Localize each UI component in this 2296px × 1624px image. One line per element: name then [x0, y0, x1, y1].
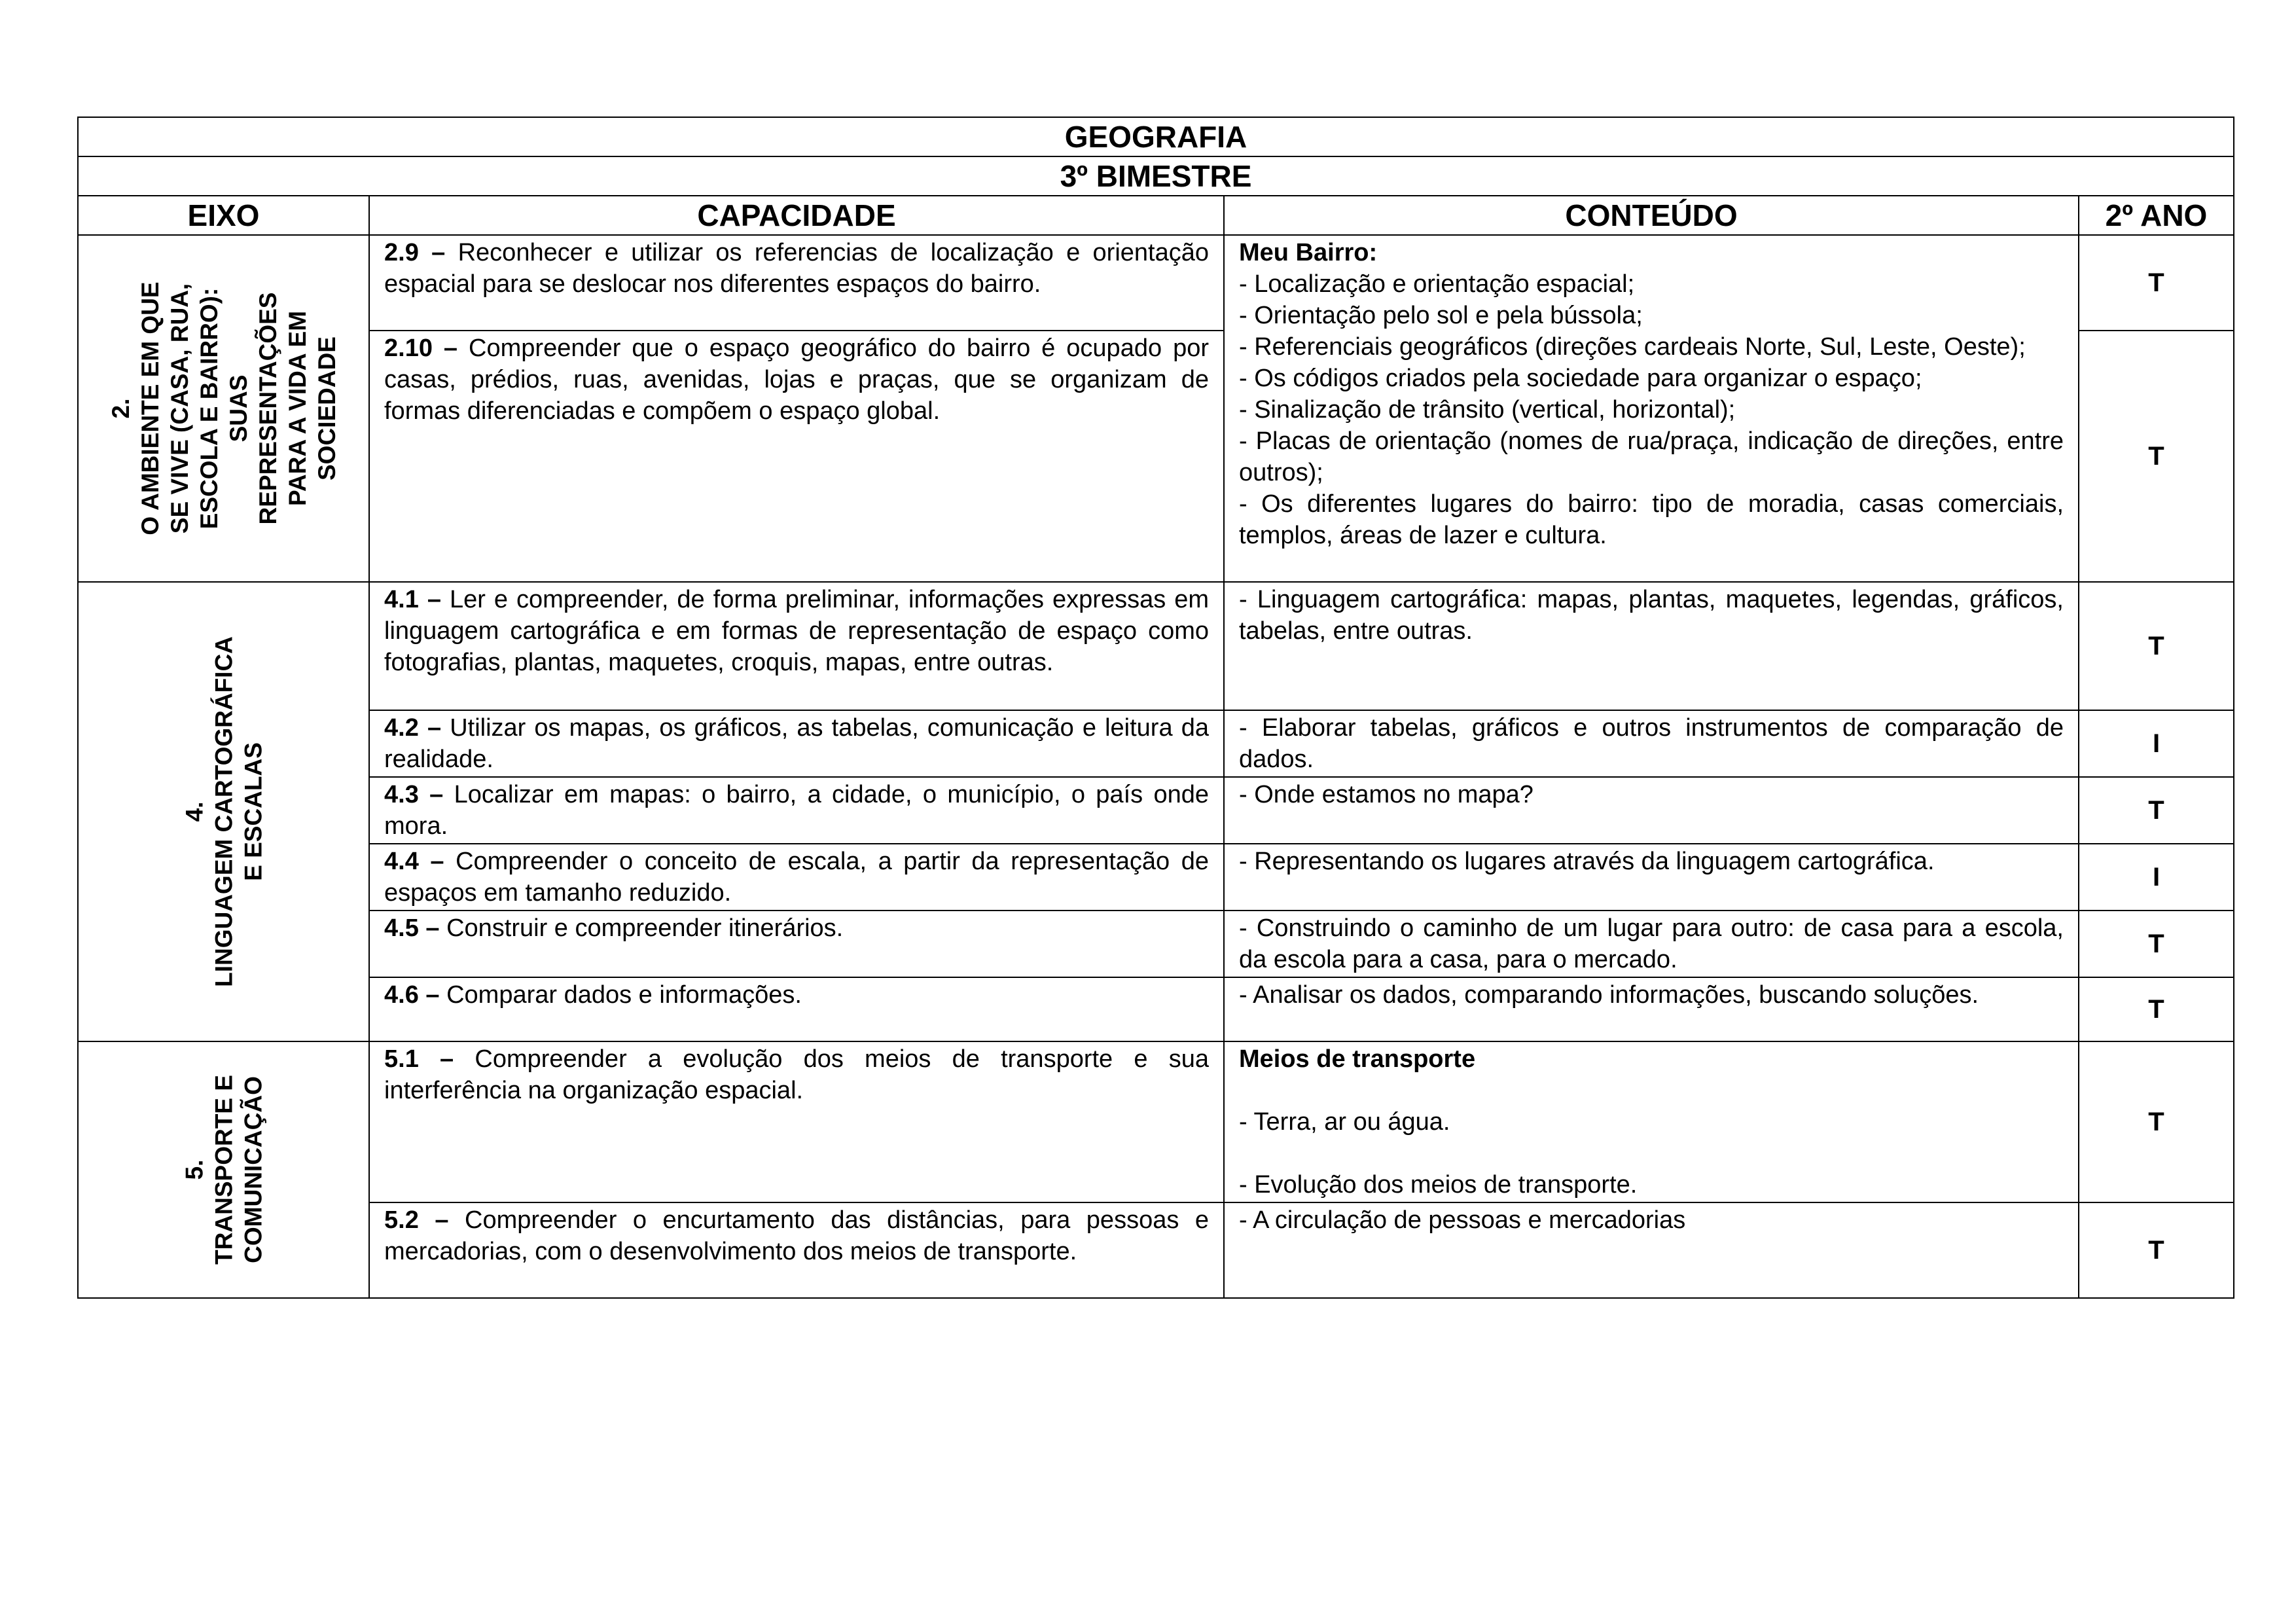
- conteudo-4-1: - Linguagem cartográfica: mapas, plantas, maquetes, legendas, gráficos, tabelas, entre outras.: [1224, 582, 2079, 710]
- table-row: [78, 844, 2234, 911]
- conteudo-meu-bairro: Meu Bairro: - Localização e orientação espacial; - Orientação pelo sol e pela bússola; - Referenciais geográficos (direções cardeais Norte, Sul, Leste, Oeste); - Os códigos criados pela sociedade para organizar o espaço; - Sinalização de trânsito (vertical, horizontal); - Placas de orientação (nomes de rua/praça, indicação de direções, entre outros); - Os diferentes lugares do bairro: tipo de moradia, casas comerciais, templos, áreas de lazer e cultura.: [1224, 235, 2079, 582]
- conteudo-4-3: - Onde estamos no mapa?: [1224, 777, 2079, 844]
- capacidade-4-4: 4.4 – Compreender o conceito de escala, a partir da representação de espaços em tamanho reduzido.: [369, 844, 1224, 911]
- ano-4-1: T: [2079, 582, 2234, 710]
- conteudo-4-2: - Elaborar tabelas, gráficos e outros instrumentos de comparação de dados.: [1224, 710, 2079, 777]
- capacidade-4-5: 4.5 – Construir e compreender itinerários.: [369, 911, 1224, 977]
- capacidade-5-1: 5.1 – Compreender a evolução dos meios de transporte e sua interferência na organização espacial.: [369, 1041, 1224, 1202]
- ano-4-3: T: [2079, 777, 2234, 844]
- eixo-label-5: 5. TRANSPORTE E COMUNICAÇÃO: [181, 1075, 266, 1265]
- table-row: [78, 710, 2234, 777]
- capacidade-4-3: 4.3 – Localizar em mapas: o bairro, a cidade, o município, o país onde mora.: [369, 777, 1224, 844]
- ano-4-2: I: [2079, 710, 2234, 777]
- eixo-cell-4: [78, 582, 369, 1041]
- conteudo-4-5: - Construindo o caminho de um lugar para outro: de casa para a escola, da escola para a casa, para o mercado.: [1224, 911, 2079, 977]
- table-row: [78, 1202, 2234, 1298]
- ano-5-2: T: [2079, 1202, 2234, 1298]
- table-row: [78, 777, 2234, 844]
- table-row: [78, 1041, 2234, 1202]
- eixo-cell-2: [78, 235, 369, 582]
- table-subtitle: 3º BIMESTRE: [78, 156, 2234, 196]
- table-title: GEOGRAFIA: [78, 117, 2234, 156]
- header-capacidade: CAPACIDADE: [369, 196, 1224, 235]
- capacidade-4-1: 4.1 – Ler e compreender, de forma preliminar, informações expressas em linguagem cartográfica e em formas de representação de espaço como fotografias, plantas, maquetes, croquis, mapas, entre outras.: [369, 582, 1224, 710]
- conteudo-4-6: - Analisar os dados, comparando informações, buscando soluções.: [1224, 977, 2079, 1041]
- ano-4-4: I: [2079, 844, 2234, 911]
- conteudo-5-1: Meios de transporte - Terra, ar ou água. - Evolução dos meios de transporte.: [1224, 1041, 2079, 1202]
- eixo-label-4: 4. LINGUAGEM CARTOGRÁFICA E ESCALAS: [181, 636, 266, 987]
- ano-2-9: T: [2079, 235, 2234, 331]
- capacidade-4-6: 4.6 – Comparar dados e informações.: [369, 977, 1224, 1041]
- header-eixo: EIXO: [78, 196, 369, 235]
- ano-2-10: T: [2079, 331, 2234, 582]
- capacidade-2-9: 2.9 – Reconhecer e utilizar os referencias de localização e orientação espacial para se deslocar nos diferentes espaços do bairro.: [369, 235, 1224, 331]
- table-row: [78, 911, 2234, 977]
- header-ano: 2º ANO: [2079, 196, 2234, 235]
- table-row: [78, 977, 2234, 1041]
- conteudo-4-4: - Representando os lugares através da linguagem cartográfica.: [1224, 844, 2079, 911]
- conteudo-5-2: - A circulação de pessoas e mercadorias: [1224, 1202, 2079, 1298]
- eixo-label-2: 2. O AMBIENTE EM QUE SE VIVE (CASA, RUA, ESCOLA E BAIRRO): SUAS REPRESENTAÇÕES PARA A VIDA EM SOCIEDADE: [107, 281, 340, 535]
- table-row: [78, 235, 2234, 331]
- ano-4-6: T: [2079, 977, 2234, 1041]
- curriculum-table: [77, 117, 2234, 1299]
- table-row: [78, 582, 2234, 710]
- header-conteudo: CONTEÚDO: [1224, 196, 2079, 235]
- ano-5-1: T: [2079, 1041, 2234, 1202]
- capacidade-4-2: 4.2 – Utilizar os mapas, os gráficos, as tabelas, comunicação e leitura da realidade.: [369, 710, 1224, 777]
- capacidade-5-2: 5.2 – Compreender o encurtamento das distâncias, para pessoas e mercadorias, com o desenvolvimento dos meios de transporte.: [369, 1202, 1224, 1298]
- eixo-cell-5: [78, 1041, 369, 1298]
- ano-4-5: T: [2079, 911, 2234, 977]
- capacidade-2-10: 2.10 – Compreender que o espaço geográfico do bairro é ocupado por casas, prédios, ruas, avenidas, lojas e praças, que se organizam de formas diferenciadas e compõem o espaço global.: [369, 331, 1224, 582]
